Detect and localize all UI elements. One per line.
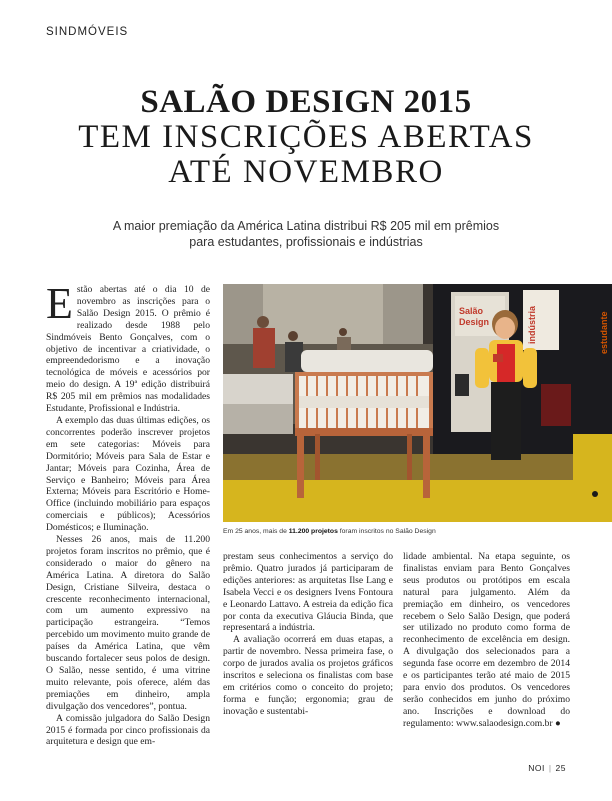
deck <box>90 218 522 250</box>
headline-line-3: ATÉ NOVEMBRO <box>168 154 444 190</box>
paragraph-4: A comissão julgadora do Salão Design 2015 é formada por cinco profissionais da arquitetura e design que em- <box>46 712 210 748</box>
magazine-name: NOI <box>528 763 545 773</box>
svg-text:Design: Design <box>459 317 490 327</box>
paragraph-2: A exemplo das duas últimas edições, os concorrentes poderão inscrever projetos em sete categorias: Móveis para Dormitório; Móveis para Sala de Estar e Jantar; Móveis para Cozinha, Área de Serviço e Banheiro; Móveis para Área Externa; Móveis para Escritório e Home-Office (incluindo mobiliário para espaços comerciais e públicos); Acessórios Domésticos; e Iluminação. <box>46 414 210 534</box>
page-folio <box>528 763 566 773</box>
paragraph-7: lidade ambiental. Na etapa seguinte, os finalistas enviam para Bento Gonçalves seus produtos ou protótipos em escala natural para julgamento. Além da premiação em dinheiro, os vencedores recebem o Selo Salão Design, que poderá ser utilizado no produto como forma de reconhecimento de excelência em design. A divulgação dos selecionados para a segunda fase ocorre em dezembro de 2014 e os participantes terão até maio de 2015 para envio dos produtos. Os vencedores serão conhecidos em junho do próximo ano. Inscrições e download do regulamento: www.salaodesign.com.br ● <box>403 551 570 729</box>
article-column-2 <box>223 551 393 718</box>
paragraph-1 <box>46 279 210 415</box>
headline-line-1: SALÃO DESIGN 2015 <box>140 84 472 120</box>
exhibition-scene-image <box>223 284 612 522</box>
page-number: 25 <box>555 763 566 773</box>
deck-line-1: A maior premiação da América Latina distribui R$ 205 mil em prêmios <box>112 219 500 233</box>
paragraph-1-text: stão abertas até o dia 10 de novembro as inscrições para o Salão Design 2015. O prêmio é realizado desde 1988 pelo Sindmóveis Bento Gonçalves, com o objetivo de incentivar a criatividade, o empreendedorismo e a inovação tecnológica de móveis e acessórios por meio do design. A 19ª edição distribuirá R$ 205 mil em prêmios nas modalidades Estudante, Profissional e Indústria. <box>46 284 210 415</box>
photo-sign-industria: indústria <box>527 305 537 344</box>
photo-sign-salao-design: Salão <box>459 306 484 316</box>
paragraph-6: A avaliação ocorrerá em duas etapas, a partir de novembro. Nessa primeira fase, o corpo de jurados avalia os projetos gráficos inscritos e seleciona os finalistas com base em critérios como o conceito do projeto; forma e função; ergonomia; grau de inovação e sustentabi- <box>223 634 393 717</box>
article-column-1 <box>46 279 210 748</box>
drop-cap: E <box>46 279 73 328</box>
caption-text-start: Em 25 anos, mais de <box>223 528 289 535</box>
section-label: SINDMÓVEIS <box>46 26 129 38</box>
photo-sign-estudante: estudante <box>599 311 609 354</box>
headline-line-2: TEM INSCRIÇÕES ABERTAS <box>78 119 534 155</box>
headline <box>30 84 582 190</box>
paragraph-5: prestam seus conhecimentos a serviço do prêmio. Quatro jurados já participaram de edições anteriores: as arquitetas Ilse Lang e Isabela Vecci e os designers Ivens Fontoura e Leonardo Lattavo. A estreia da edição fica por conta da executiva Gláucia Binda, que representará a indústria. <box>223 551 393 634</box>
folio-separator: | <box>548 763 552 773</box>
caption-highlight: 11.200 projetos <box>288 528 338 535</box>
article-column-3 <box>403 551 570 730</box>
photo-caption <box>223 528 603 535</box>
article-photo <box>223 284 612 522</box>
paragraph-3: Nesses 26 anos, mais de 11.200 projetos foram inscritos no prêmio, que é considerado o maior do gênero na América Latina. A diretora do Salão Design, Cristiane Silveira, destaca o crescente reconhecimento internacional, com um aumento expressivo na participação estrangeira. “Temos percebido um movimento muito grande de países da América Latina, que vêm buscando fortalecer seus polos de design. O Salão, nesse sentido, é uma vitrine muito relevante, pois oferece, além das premiações em dinheiro, ampla divulgação dos vencedores”, pontua. <box>46 534 210 712</box>
caption-text-end: foram inscritos no Salão Design <box>337 528 436 535</box>
deck-line-2: para estudantes, profissionais e indústrias <box>189 235 423 249</box>
